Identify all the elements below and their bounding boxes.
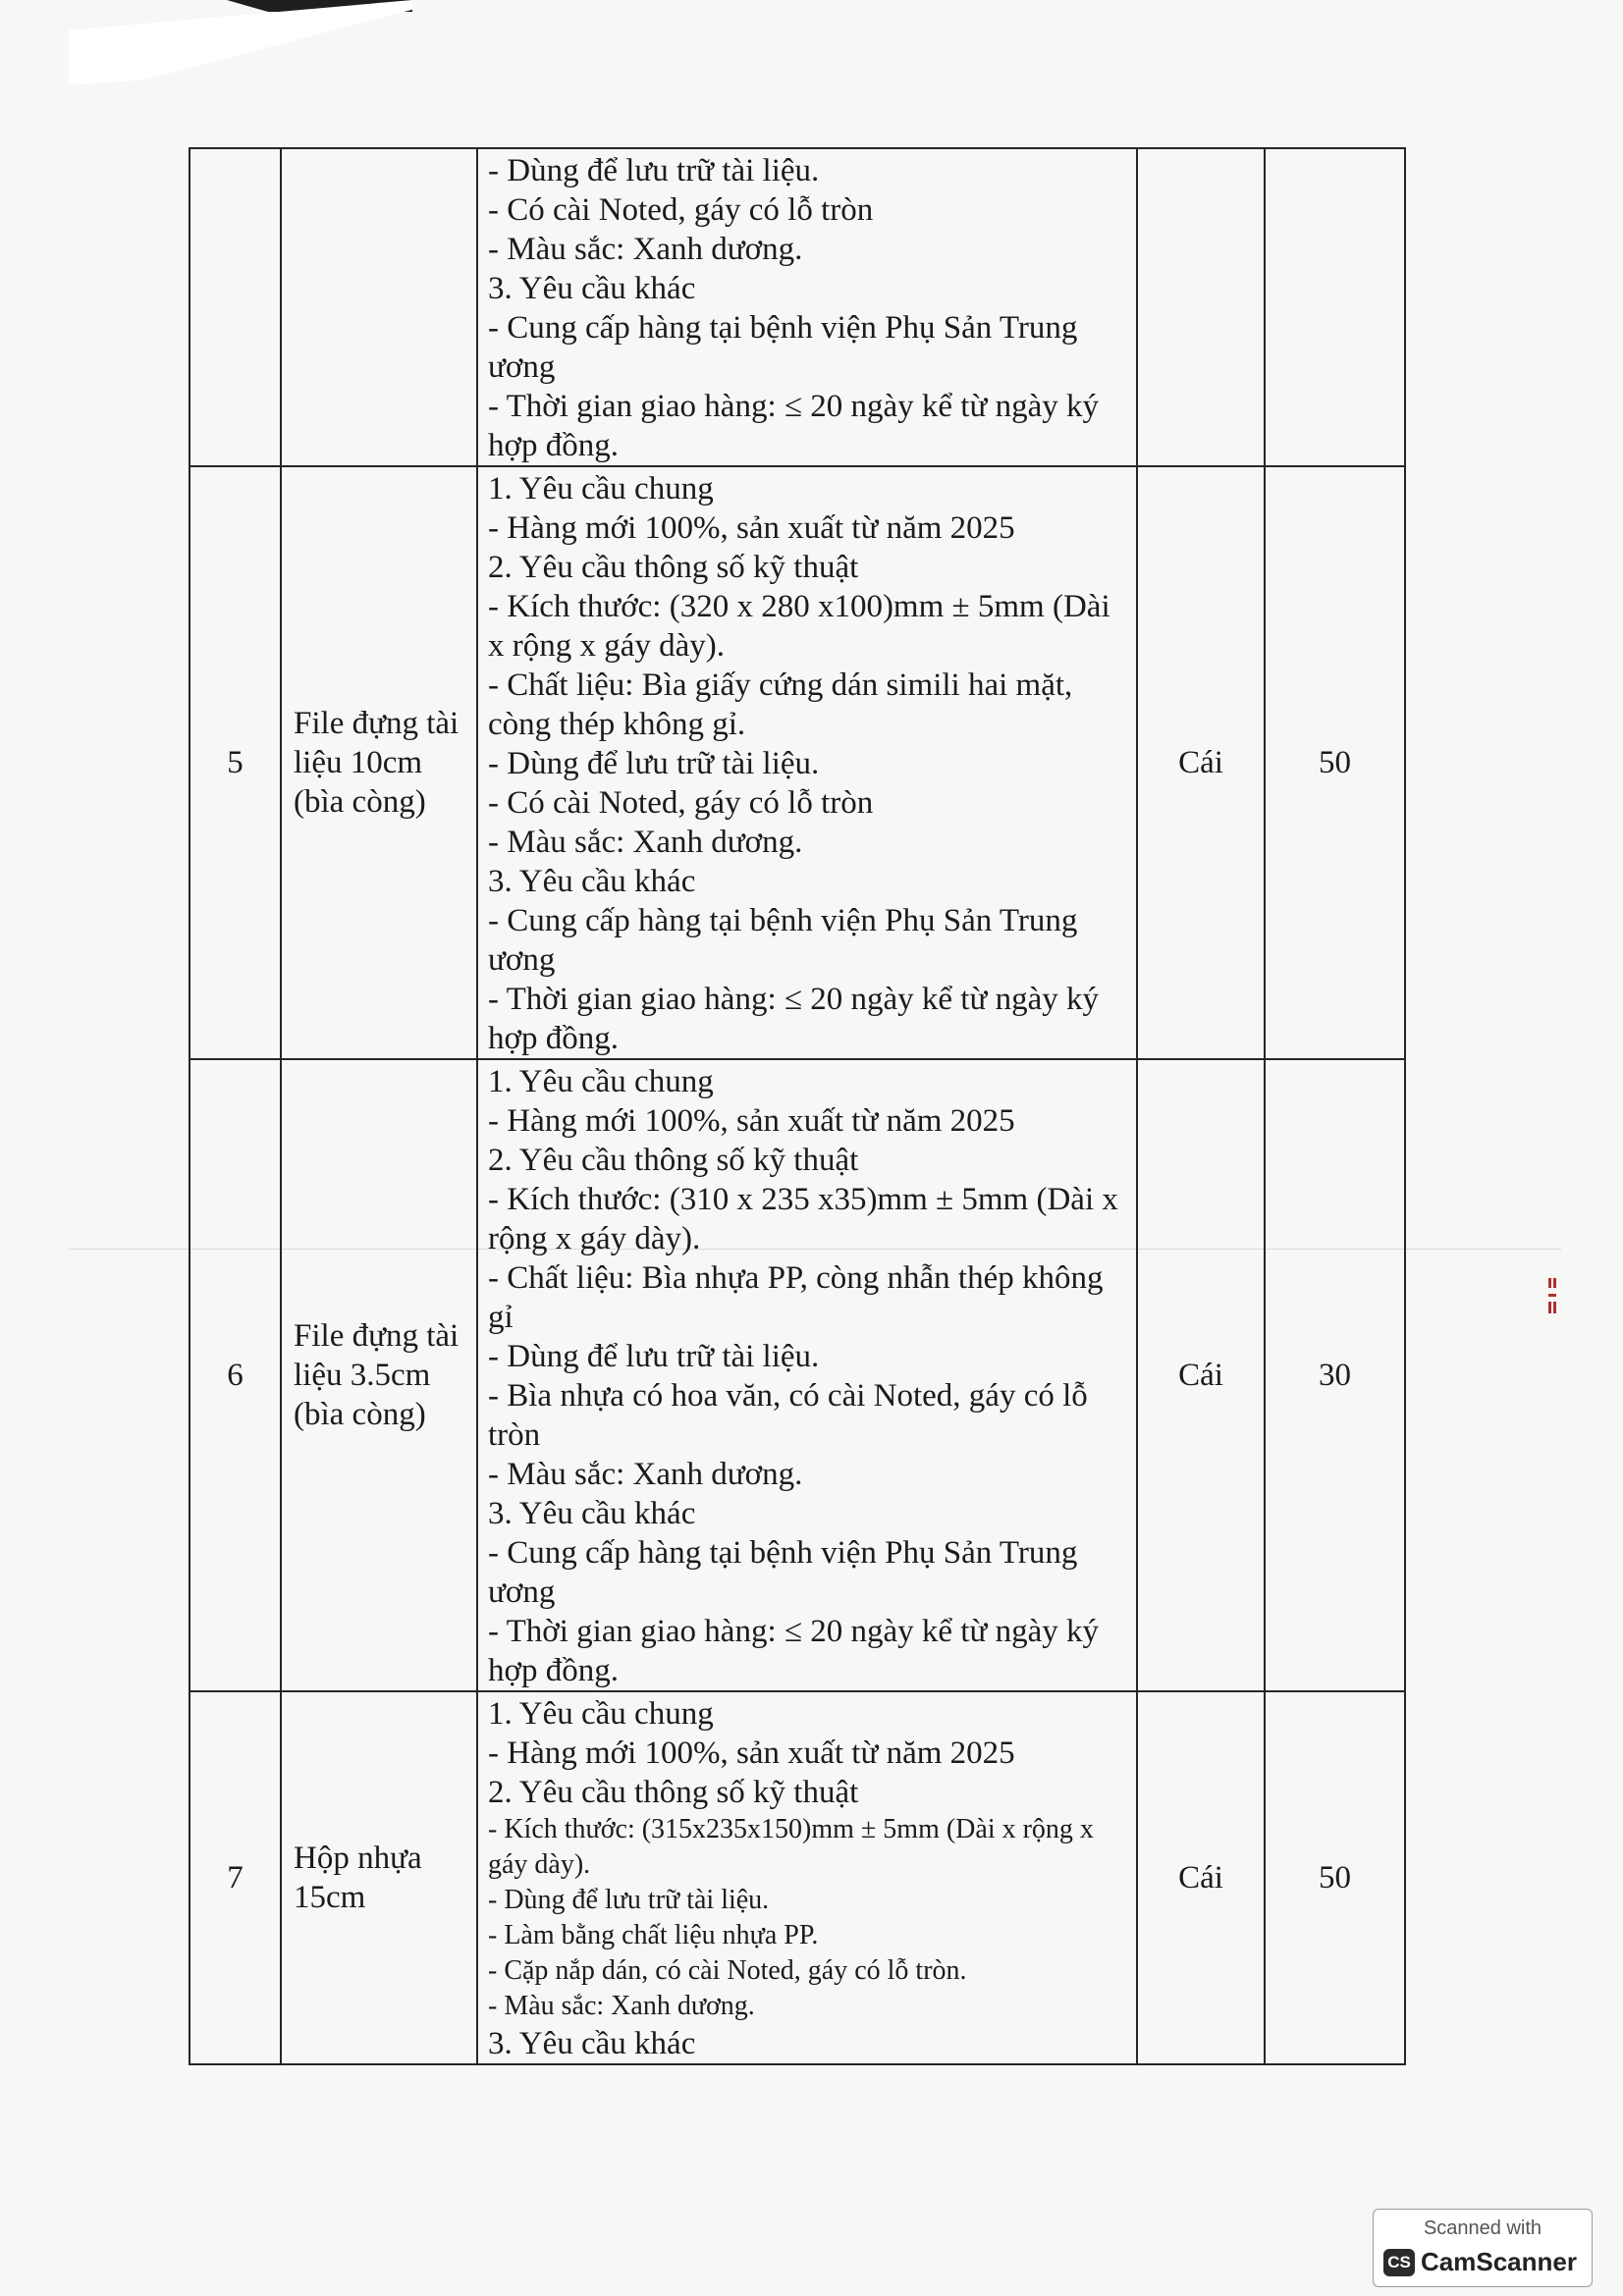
spec-line: - Có cài Noted, gáy có lỗ tròn [488, 192, 874, 228]
item-name-line: liệu 10cm [294, 745, 423, 780]
spec-line: - Bìa nhựa có hoa văn, có cài Noted, gáy có lỗ tròn [488, 1378, 1088, 1453]
unit-cell [1137, 148, 1265, 466]
scanned-with-label: Scanned with [1423, 2217, 1542, 2239]
spec-line: 2. Yêu cầu thông số kỹ thuật [488, 550, 859, 585]
spec-line: 1. Yêu cầu chung [488, 1696, 714, 1732]
spec-line: - Kích thước: (315x235x150)mm ± 5mm (Dài x rộng x gáy dày). [488, 1814, 1094, 1880]
camscanner-name: CamScanner [1421, 2247, 1577, 2276]
spec-line: - Thời gian giao hàng: ≤ 20 ngày kể từ ngày ký hợp đồng. [488, 982, 1099, 1056]
stamp-marks-graphic [1546, 1276, 1558, 1325]
spec-line: - Hàng mới 100%, sản xuất từ năm 2025 [488, 1103, 1015, 1139]
stt-cell: 7 [189, 1691, 281, 2064]
stt-cell: 6 [189, 1059, 281, 1691]
spec-line: - Làm bằng chất liệu nhựa PP. [488, 1920, 819, 1950]
specification-table [189, 147, 1406, 2065]
item-name-cell [281, 1691, 477, 2064]
item-name-cell [281, 466, 477, 1059]
spec-line: - Cung cấp hàng tại bệnh viện Phụ Sản Trung ương [488, 310, 1078, 385]
item-name-cell [281, 1059, 477, 1691]
spec-line: - Dùng để lưu trữ tài liệu. [488, 746, 820, 781]
item-name-line: (bìa còng) [294, 1397, 426, 1432]
item-name-cell [281, 148, 477, 466]
spec-line: - Màu sắc: Xanh dương. [488, 1457, 803, 1492]
item-name-line: liệu 3.5cm [294, 1358, 431, 1393]
spec-cell [477, 466, 1137, 1059]
spec-cell [477, 148, 1137, 466]
stamp-edge-marks [1546, 1276, 1558, 1325]
stt-cell [189, 148, 281, 466]
item-name-line: 15cm [294, 1880, 366, 1915]
spec-line: - Màu sắc: Xanh dương. [488, 232, 803, 267]
table-row-5 [189, 466, 1405, 1059]
spec-line: - Cung cấp hàng tại bệnh viện Phụ Sản Trung ương [488, 903, 1078, 978]
spec-cell [477, 1059, 1137, 1691]
spec-line: - Kích thước: (310 x 235 x35)mm ± 5mm (Dài x rộng x gáy dày). [488, 1182, 1118, 1256]
spec-line: 2. Yêu cầu thông số kỹ thuật [488, 1143, 859, 1178]
spec-line: 2. Yêu cầu thông số kỹ thuật [488, 1775, 859, 1810]
quantity-cell: 50 [1265, 466, 1405, 1059]
spec-line: 1. Yêu cầu chung [488, 471, 714, 507]
unit-cell: Cái [1137, 1059, 1265, 1691]
spec-line: - Dùng để lưu trữ tài liệu. [488, 153, 820, 188]
stt-cell: 5 [189, 466, 281, 1059]
spec-line: 3. Yêu cầu khác [488, 1496, 696, 1531]
camscanner-logo-icon: CS [1383, 2249, 1415, 2276]
table-row-continued [189, 148, 1405, 466]
item-name-line: File đựng tài [294, 1318, 460, 1354]
camscanner-badge [1373, 2209, 1593, 2287]
unit-cell: Cái [1137, 1691, 1265, 2064]
spec-line: - Cung cấp hàng tại bệnh viện Phụ Sản Trung ương [488, 1535, 1078, 1610]
quantity-cell: 50 [1265, 1691, 1405, 2064]
item-name-line: (bìa còng) [294, 784, 426, 820]
spec-line: 3. Yêu cầu khác [488, 864, 696, 899]
table-row-7 [189, 1691, 1405, 2064]
spec-line: - Thời gian giao hàng: ≤ 20 ngày kể từ ngày ký hợp đồng. [488, 389, 1099, 463]
table-row-6 [189, 1059, 1405, 1691]
spec-line: - Chất liệu: Bìa giấy cứng dán simili hai mặt, còng thép không gỉ. [488, 667, 1073, 742]
spec-line: - Hàng mới 100%, sản xuất từ năm 2025 [488, 510, 1015, 546]
spec-cell [477, 1691, 1137, 2064]
spec-line: 3. Yêu cầu khác [488, 2026, 696, 2061]
spec-line: - Kích thước: (320 x 280 x100)mm ± 5mm (Dài x rộng x gáy dày). [488, 589, 1110, 664]
spec-line: - Thời gian giao hàng: ≤ 20 ngày kể từ ngày ký hợp đồng. [488, 1614, 1099, 1688]
spec-line: 1. Yêu cầu chung [488, 1064, 714, 1099]
spec-line: - Chất liệu: Bìa nhựa PP, còng nhẫn thép không gỉ [488, 1260, 1104, 1335]
spec-line: - Dùng để lưu trữ tài liệu. [488, 1339, 820, 1374]
spec-line: - Dùng để lưu trữ tài liệu. [488, 1885, 770, 1915]
scan-corner-fold [69, 0, 412, 137]
item-name-line: File đựng tài [294, 706, 460, 741]
quantity-cell [1265, 148, 1405, 466]
spec-line: - Cặp nắp dán, có cài Noted, gáy có lỗ tròn. [488, 1955, 967, 1986]
spec-line: - Màu sắc: Xanh dương. [488, 1991, 755, 2021]
unit-cell: Cái [1137, 466, 1265, 1059]
spec-line: - Có cài Noted, gáy có lỗ tròn [488, 785, 874, 821]
quantity-cell: 30 [1265, 1059, 1405, 1691]
item-name-line: Hộp nhựa [294, 1841, 422, 1876]
spec-line: - Hàng mới 100%, sản xuất từ năm 2025 [488, 1735, 1015, 1771]
spec-line: - Màu sắc: Xanh dương. [488, 825, 803, 860]
spec-line: 3. Yêu cầu khác [488, 271, 696, 306]
